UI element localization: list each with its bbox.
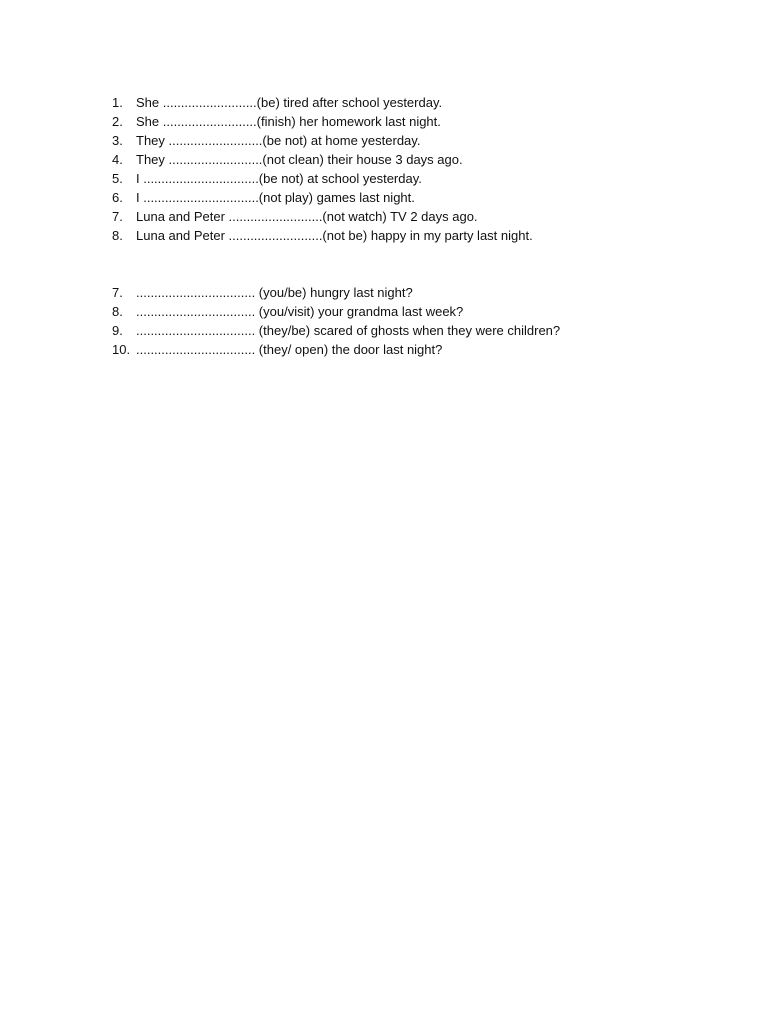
list-item [112,207,533,226]
list-item [112,112,533,131]
item-text: ................................. (you/be) hungry last night? [136,285,413,300]
item-number: 8. [112,228,123,243]
item-number: 8. [112,304,123,319]
list-item [112,226,533,245]
item-number: 4. [112,152,123,167]
item-text: I ................................(be not) at school yesterday. [136,171,422,186]
item-number: 5. [112,171,123,186]
item-number: 7. [112,285,123,300]
list-item [112,150,533,169]
item-text: I ................................(not play) games last night. [136,190,415,205]
list-item [112,321,560,340]
item-number: 1. [112,95,123,110]
item-text: They ..........................(be not) at home yesterday. [136,133,421,148]
list-item [112,340,560,359]
list-item [112,93,533,112]
item-text: Luna and Peter ..........................(not watch) TV 2 days ago. [136,209,478,224]
list-item [112,283,560,302]
item-text: She ..........................(be) tired after school yesterday. [136,95,443,110]
exercise-1-list [112,93,533,245]
list-item [112,188,533,207]
list-item [112,131,533,150]
item-number: 7. [112,209,123,224]
item-text: ................................. (they/ open) the door last night? [136,342,443,357]
item-text: Luna and Peter ..........................(not be) happy in my party last night. [136,228,533,243]
item-number: 2. [112,114,123,129]
item-number: 9. [112,323,123,338]
item-number: 10. [112,342,131,357]
exercise-2-list [112,283,560,359]
list-item [112,169,533,188]
item-number: 3. [112,133,123,148]
list-item [112,302,560,321]
item-text: ................................. (you/visit) your grandma last week? [136,304,464,319]
item-number: 6. [112,190,123,205]
item-text: She ..........................(finish) her homework last night. [136,114,441,129]
item-text: ................................. (they/be) scared of ghosts when they were children? [136,323,561,338]
item-text: They ..........................(not clean) their house 3 days ago. [136,152,463,167]
